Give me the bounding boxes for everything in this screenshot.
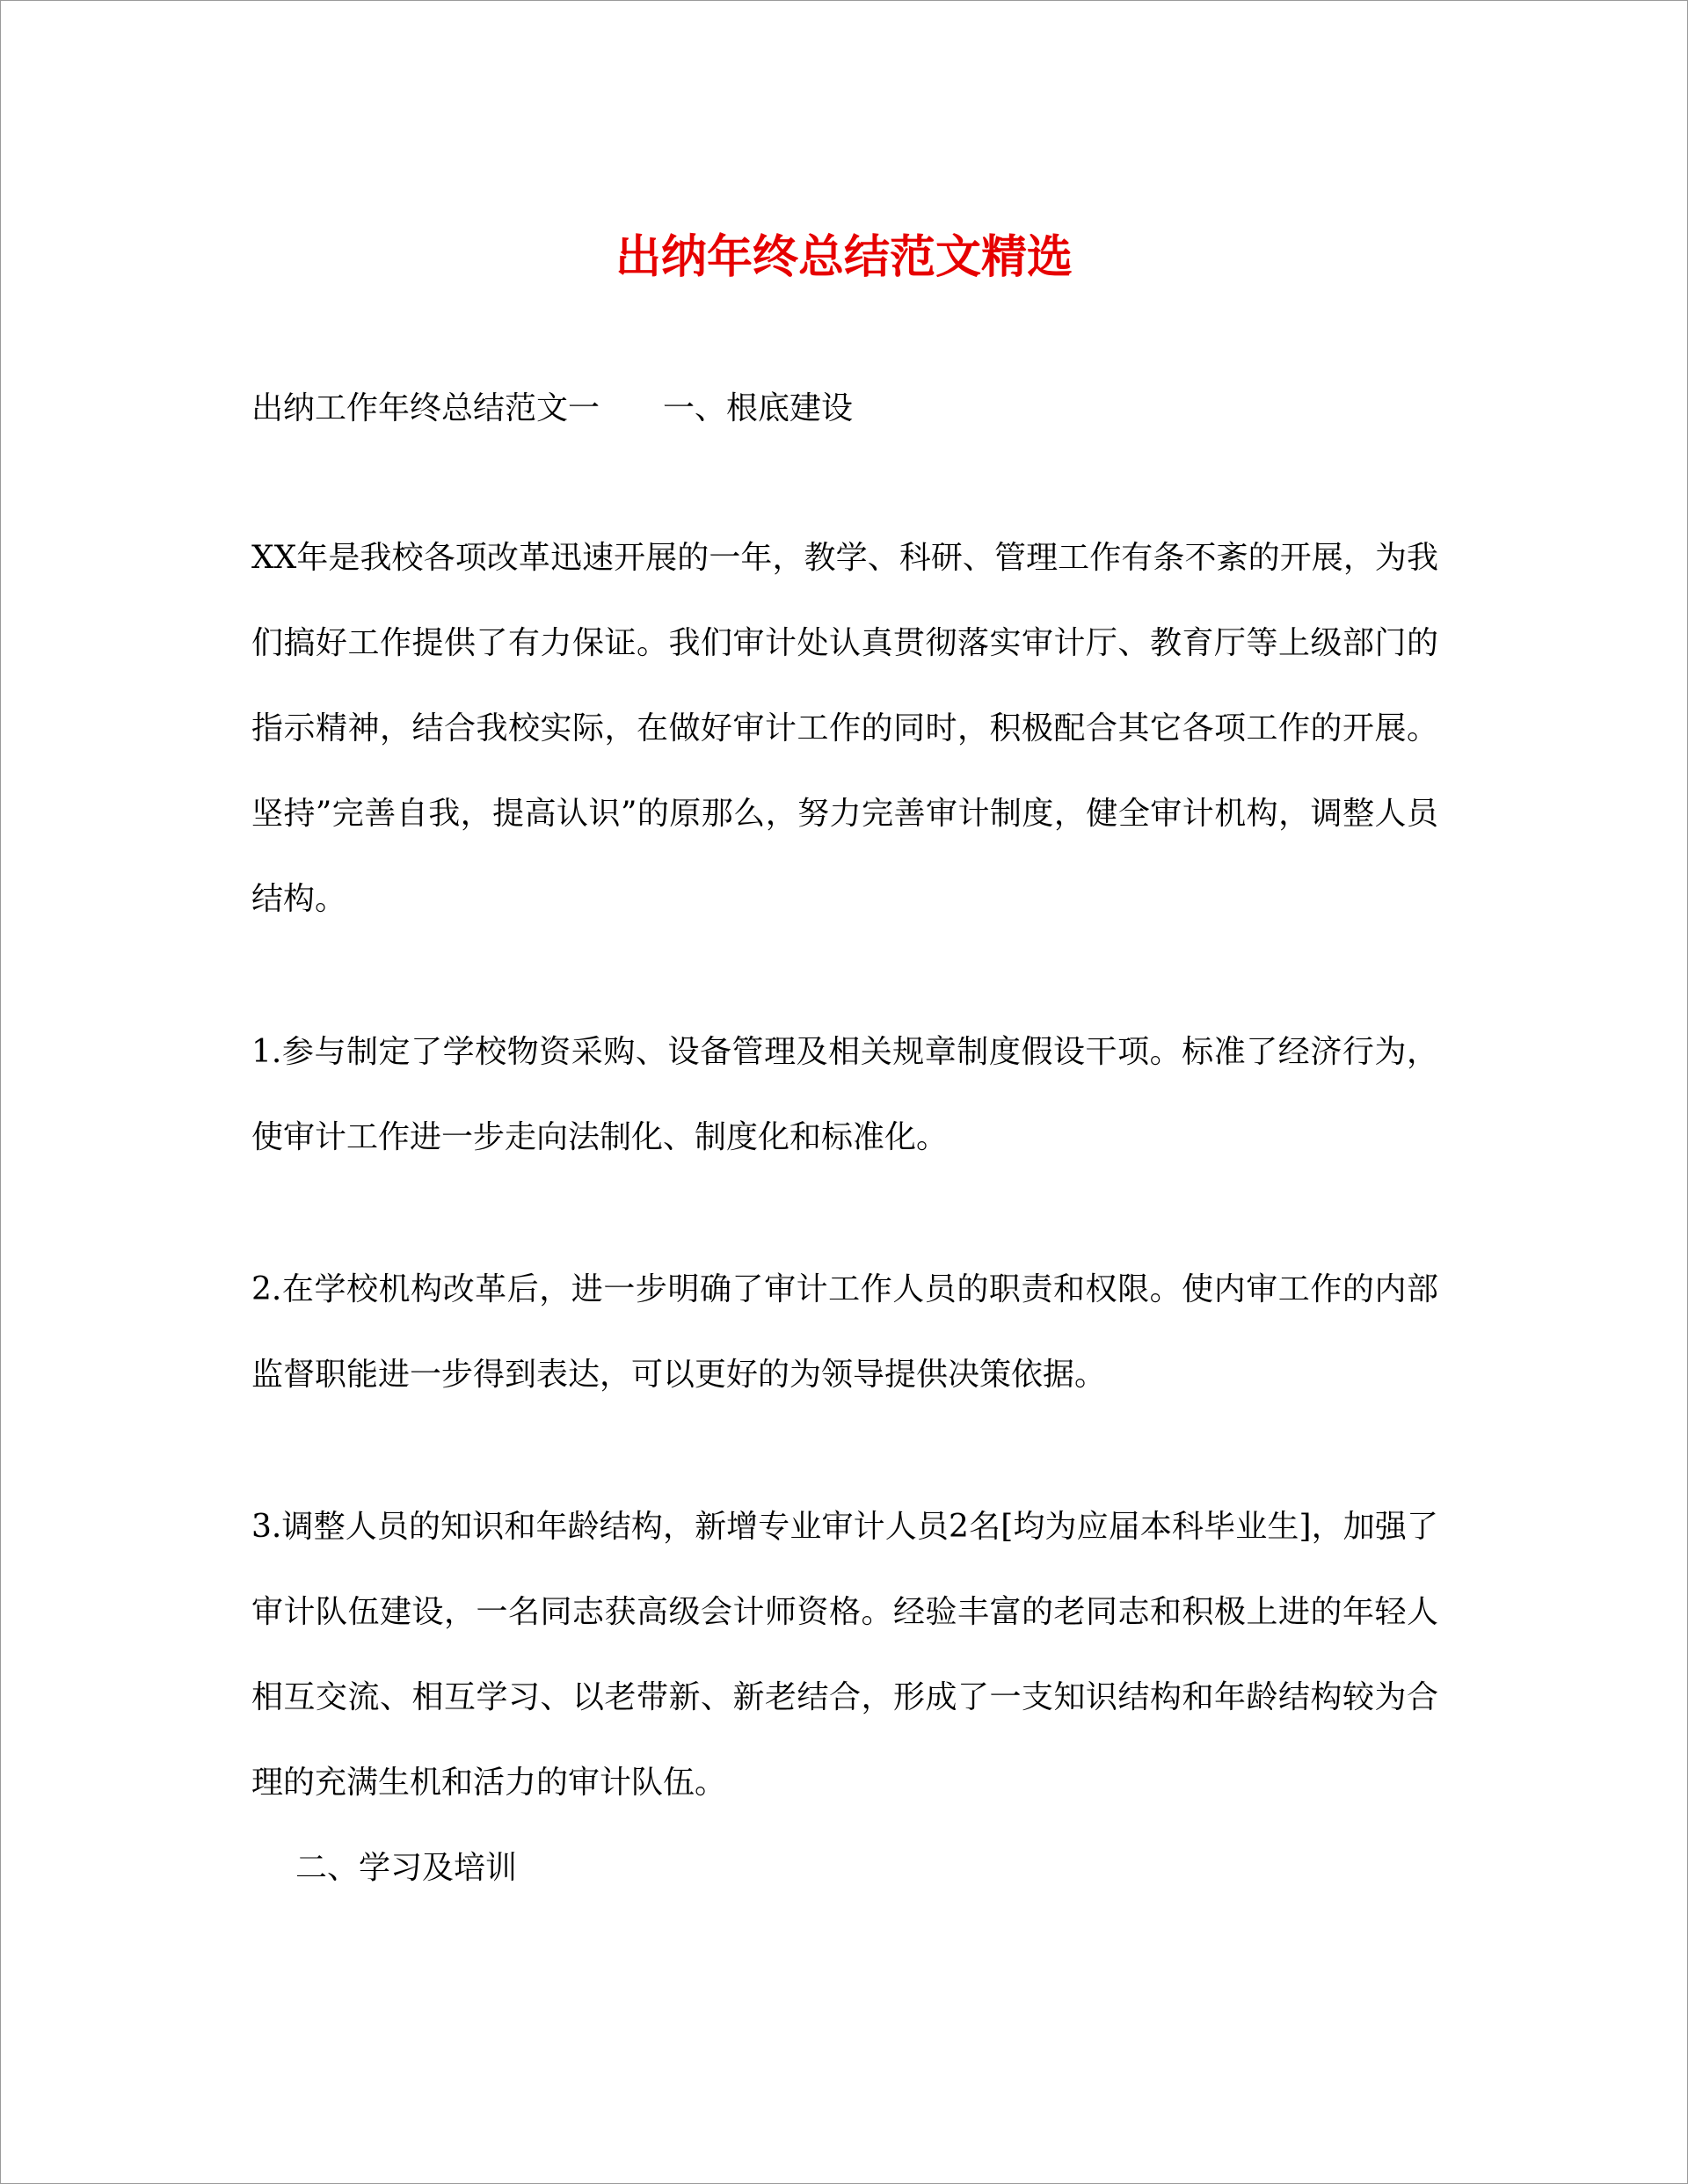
document-subtitle: 出纳工作年终总结范文一 一、根底建设	[251, 390, 854, 426]
paragraph-item-2: 2.在学校机构改革后，进一步明确了审计工作人员的职责和权限。使内审工作的内部监督职能进一步得到表达，可以更好的为领导提供决策依据。	[251, 1271, 1438, 1393]
paragraph-intro: XX年是我校各项改革迅速开展的一年，教学、科研、管理工作有条不紊的开展，为我们搞好工作提供了有力保证。我们审计处认真贯彻落实审计厅、教育厅等上级部门的指示精神，结合我校实际，在做好审计工作的同时，积极配合其它各项工作的开展。坚持”完善自我，提高认识”的原那么，努力完善审计制度，健全审计机构，调整人员结构。	[251, 540, 1438, 917]
paragraph-item-1: 1.参与制定了学校物资采购、设备管理及相关规章制度假设干项。标准了经济行为，使审计工作进一步走向法制化、制度化和标准化。	[251, 1034, 1438, 1155]
paragraph-item-3: 3.调整人员的知识和年龄结构，新增专业审计人员2名[均为应届本科毕业生]，加强了审计队伍建设，一名同志获高级会计师资格。经验丰富的老同志和积极上进的年轻人相互交流、相互学习、以老带新、新老结合，形成了一支知识结构和年龄结构较为合理的充满生机和活力的审计队伍。	[251, 1509, 1438, 1801]
document-title: 出纳年终总结范文精选	[615, 230, 1073, 284]
section-heading: 二、学习及培训	[295, 1850, 518, 1886]
